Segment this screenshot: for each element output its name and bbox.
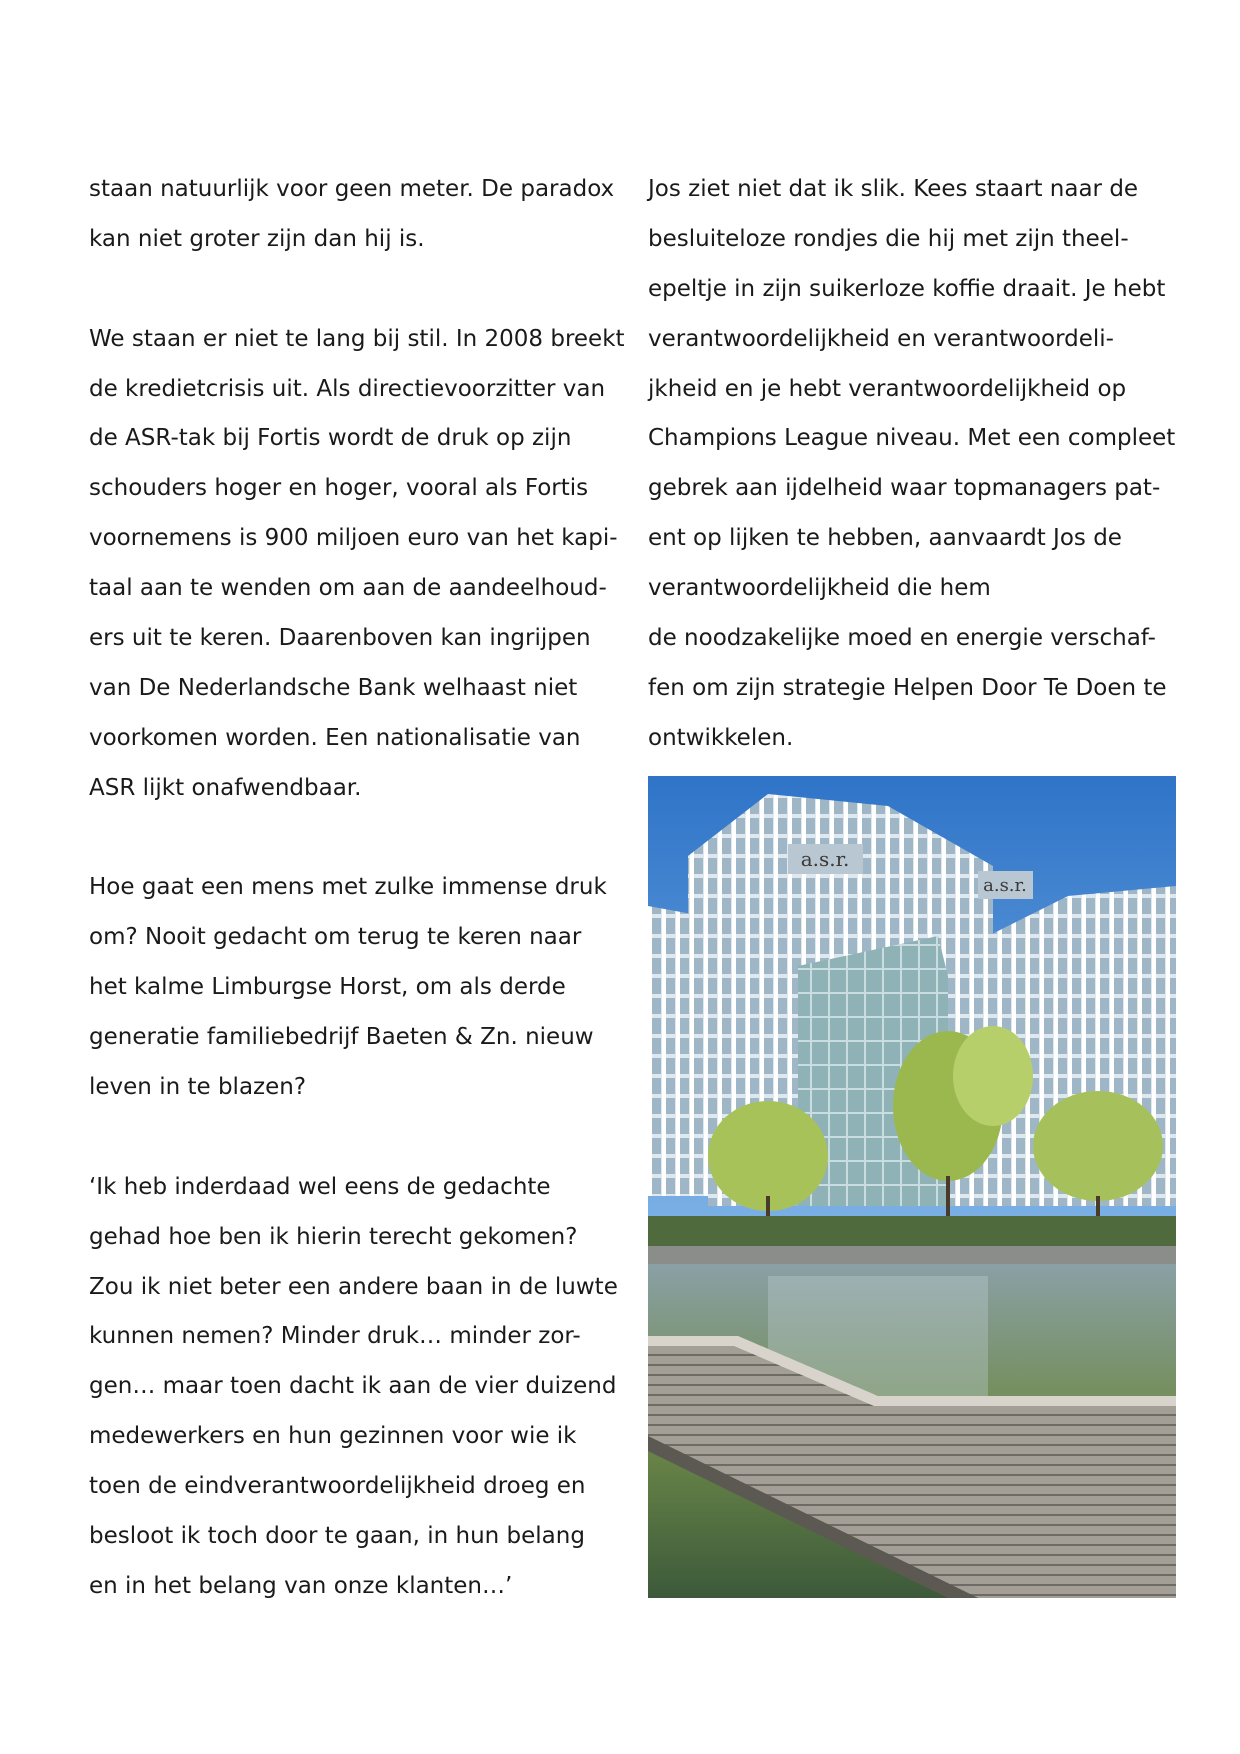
paragraph xyxy=(648,165,1188,764)
paragraph xyxy=(89,165,629,265)
text-line: kunnen nemen? Minder druk… minder zor- xyxy=(89,1323,581,1350)
text-line: van De Nederlandsche Bank welhaast niet xyxy=(89,674,578,701)
text-line: Champions League niveau. Met een compleet xyxy=(648,425,1176,452)
text-line: medewerkers en hun gezinnen voor wie ik xyxy=(89,1423,577,1450)
text-line: verantwoordelijkheid die hem xyxy=(648,575,991,602)
left-column xyxy=(89,165,629,1612)
text-line: schouders hoger en hoger, vooral als Fortis xyxy=(89,475,589,502)
text-line: ers uit te keren. Daarenboven kan ingrijpen xyxy=(89,625,591,652)
text-line: ‘Ik heb inderdaad wel eens de gedachte xyxy=(89,1173,551,1200)
office-building-photo xyxy=(648,776,1176,1598)
text-line: fen om zijn strategie Helpen Door Te Doen te xyxy=(648,674,1167,701)
text-line: de kredietcrisis uit. Als directievoorzitter van xyxy=(89,375,606,402)
text-line: verantwoordelijkheid en verantwoordeli- xyxy=(648,325,1114,352)
text-line: voorkomen worden. Een nationalisatie van xyxy=(89,724,581,751)
quay xyxy=(648,1246,1176,1264)
logo-sign-front: a.s.r. xyxy=(800,847,850,871)
text-line: voornemens is 900 miljoen euro van het kapi- xyxy=(89,525,618,552)
text-line: het kalme Limburgse Horst, om als derde xyxy=(89,974,566,1001)
text-line: ontwikkelen. xyxy=(648,724,794,751)
text-line: besloot ik toch door te gaan, in hun belang xyxy=(89,1523,585,1550)
tree xyxy=(1033,1091,1163,1201)
text-line: toen de eindverantwoordelijkheid droeg en xyxy=(89,1473,586,1500)
logo-sign-side: a.s.r. xyxy=(983,875,1027,896)
text-line: kan niet groter zijn dan hij is. xyxy=(89,225,425,252)
text-line: de ASR-tak bij Fortis wordt de druk op zijn xyxy=(89,425,572,452)
text-line: ASR lijkt onafwendbaar. xyxy=(89,774,362,801)
quote-paragraph xyxy=(89,1163,629,1612)
text-line: jkheid en je hebt verantwoordelijkheid op xyxy=(648,375,1127,402)
tree xyxy=(708,1101,828,1211)
text-line: en in het belang van onze klanten…’ xyxy=(89,1572,513,1599)
paragraph xyxy=(89,863,629,1112)
right-column xyxy=(648,165,1188,764)
text-line: besluiteloze rondjes die hij met zijn theel- xyxy=(648,225,1129,252)
text-line: Jos ziet niet dat ik slik. Kees staart naar de xyxy=(648,176,1139,202)
text-line: epeltje in zijn suikerloze koffie draait. Je hebt xyxy=(648,275,1166,302)
text-line: gebrek aan ijdelheid waar topmanagers pat- xyxy=(648,475,1161,502)
text-line: om? Nooit gedacht om terug te keren naar xyxy=(89,924,582,951)
tree xyxy=(953,1026,1033,1126)
text-line: generatie familiebedrijf Baeten & Zn. nieuw xyxy=(89,1024,594,1051)
text-line: gen… maar toen dacht ik aan de vier duizend xyxy=(89,1373,617,1400)
text-line: Hoe gaat een mens met zulke immense druk xyxy=(89,874,607,901)
text-line: staan natuurlijk voor geen meter. De paradox xyxy=(89,176,615,202)
text-line: gehad hoe ben ik hierin terecht gekomen? xyxy=(89,1223,578,1250)
text-line: We staan er niet te lang bij stil. In 2008 breekt xyxy=(89,325,625,352)
text-line: ent op lijken te hebben, aanvaardt Jos de xyxy=(648,525,1122,552)
text-line: Zou ik niet beter een andere baan in de luwte xyxy=(89,1273,618,1300)
text-line: leven in te blazen? xyxy=(89,1074,307,1101)
text-line: taal aan te wenden om aan de aandeelhoud- xyxy=(89,575,607,602)
text-line: de noodzakelijke moed en energie verschaf- xyxy=(648,625,1156,652)
paragraph xyxy=(89,315,629,814)
